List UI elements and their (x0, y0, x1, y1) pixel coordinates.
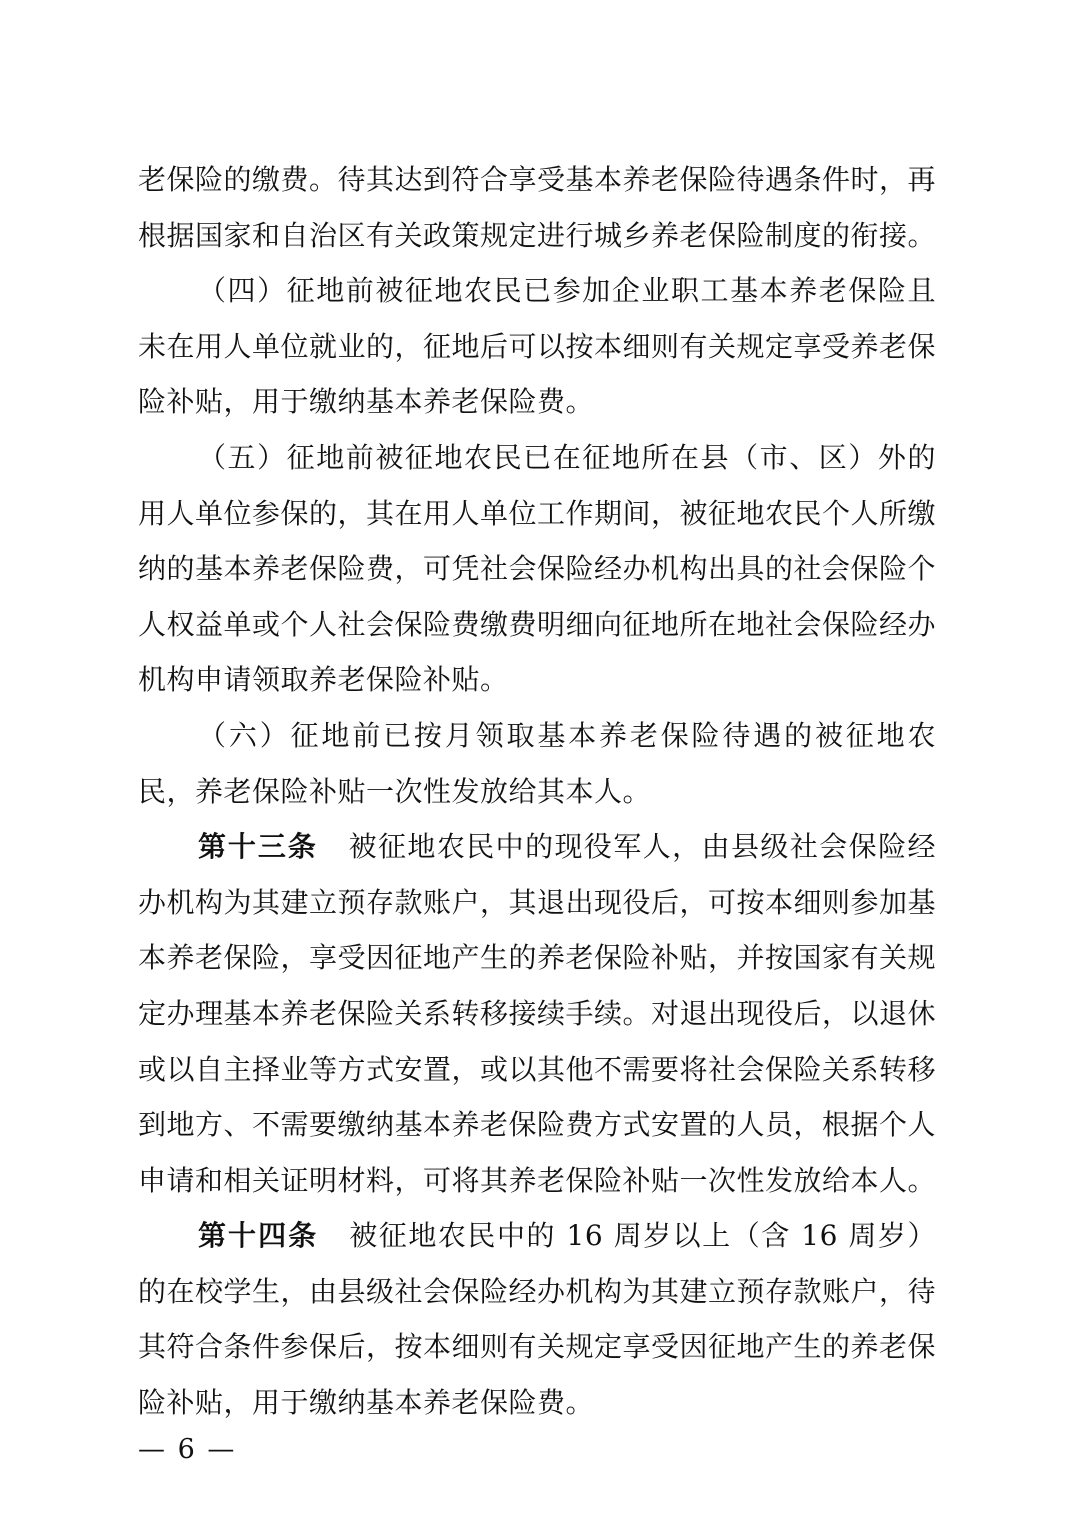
paragraph-item-five: （五）征地前被征地农民已在征地所在县（市、区）外的用人单位参保的，其在用人单位工作期间，被征地农民个人所缴纳的基本养老保险费，可凭社会保险经办机构出具的社会保险个人权益单或个人社会保险费缴费明细向征地所在地社会保险经办机构申请领取养老保险补贴。 (138, 440, 937, 697)
page-number: — 6 — (138, 1434, 237, 1465)
document-body (138, 152, 936, 1431)
article-thirteen-title: 第十三条 (198, 830, 318, 864)
article-thirteen-text: 被征地农民中的现役军人，由县级社会保险经办机构为其建立预存款账户，其退出现役后，可按本细则参加基本养老保险，享受因征地产生的养老保险补贴，并按国家有关规定办理基本养老保险关系转移接续手续。对退出现役后，以退休或以自主择业等方式安置，或以其他不需要将社会保险关系转移到地方、不需要缴纳基本养老保险费方式安置的人员，根据个人申请和相关证明材料，可将其养老保险补贴一次性发放给本人。 (138, 830, 937, 1197)
article-fourteen-title: 第十四条 (198, 1219, 319, 1253)
paragraph-continuation: 老保险的缴费。待其达到符合享受基本养老保险待遇条件时，再根据国家和自治区有关政策规定进行城乡养老保险制度的衔接。 (138, 163, 937, 252)
article-thirteen (138, 819, 936, 1208)
article-fourteen-text: 被征地农民中的 16 周岁以上（含 16 周岁）的在校学生，由县级社会保险经办机构为其建立预存款账户，待其符合条件参保后，按本细则有关规定享受因征地产生的养老保险补贴，用于缴纳基本养老保险费。 (138, 1219, 937, 1420)
article-fourteen (138, 1208, 936, 1430)
paragraph-item-four: （四）征地前被征地农民已参加企业职工基本养老保险且未在用人单位就业的，征地后可以按本细则有关规定享受养老保险补贴，用于缴纳基本养老保险费。 (138, 274, 937, 419)
paragraph-item-six: （六）征地前已按月领取基本养老保险待遇的被征地农民，养老保险补贴一次性发放给其本人。 (138, 718, 936, 808)
